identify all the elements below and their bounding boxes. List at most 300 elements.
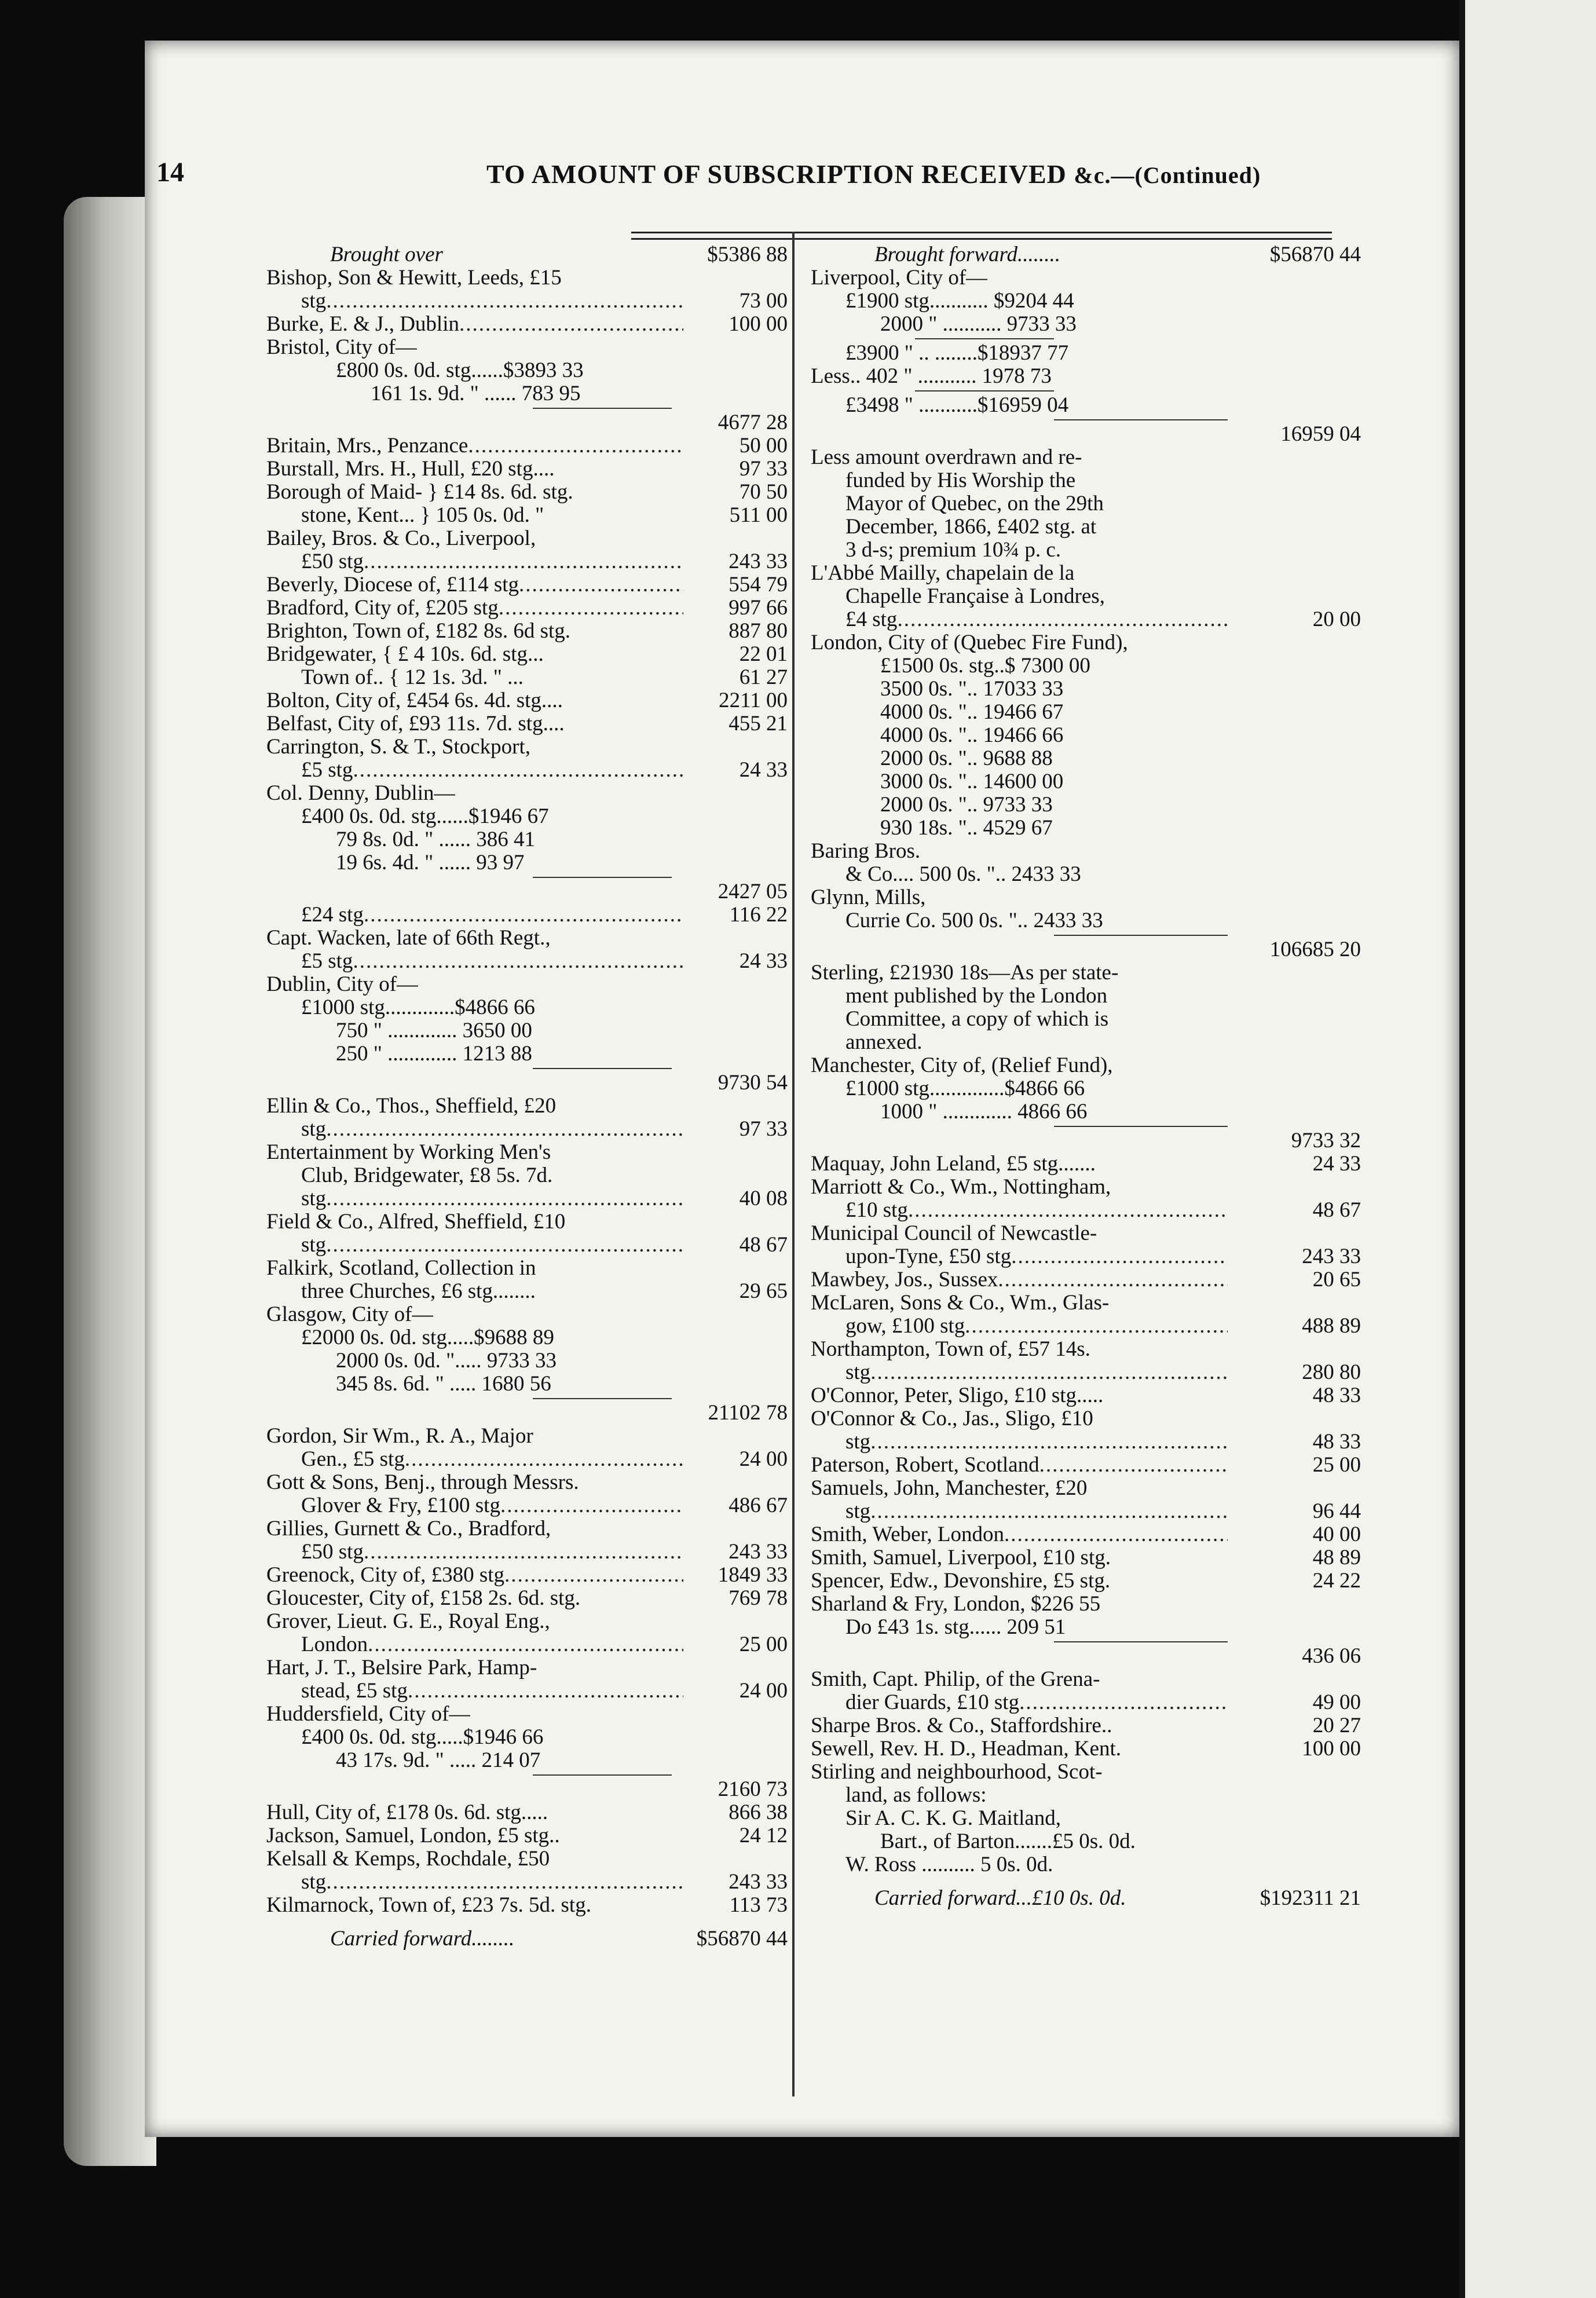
entry-description: Burstall, Mrs. H., Hull, £20 stg.... (266, 458, 555, 481)
subtotal-rule (266, 1066, 788, 1071)
ledger-entry (266, 1778, 788, 1801)
entry-description: 19 6s. 4d. " ...... 93 97 (336, 851, 525, 874)
entry-description: Ellin & Co., Thos., Sheffield, £20 (266, 1095, 557, 1118)
entry-description: Belfast, City of, £93 11s. 7d. stg.... (266, 712, 565, 735)
ledger-entry (266, 1801, 788, 1824)
ledger-entry (266, 950, 788, 973)
ledger-entry (811, 1129, 1361, 1152)
column-divider (792, 232, 795, 2096)
ledger-entry (266, 1824, 788, 1847)
entry-description: stone, Kent... } 105 0s. 0d. " (301, 504, 544, 527)
entry-description: Gott & Sons, Benj., through Messrs. (266, 1471, 579, 1494)
entry-amount: 24 00 (739, 1447, 788, 1471)
entry-description: three Churches, £6 stg........ (301, 1280, 536, 1303)
ledger-entry (266, 996, 788, 1019)
leader-dots (326, 1187, 683, 1210)
entry-description: London (301, 1633, 368, 1656)
entry-amount: 2160 73 (718, 1777, 788, 1801)
entry-description: Spencer, Edw., Devonshire, £5 stg. (811, 1569, 1111, 1593)
entry-description: Dublin, City of— (266, 973, 419, 996)
ledger-entry (266, 805, 788, 828)
ledger-entry (811, 1315, 1361, 1338)
leader-dots (468, 434, 683, 458)
entry-amount: 24 33 (739, 758, 788, 782)
entry-amount: 113 73 (729, 1893, 788, 1917)
ledger-entry (266, 1349, 788, 1373)
entry-description: 1000 " ............. 4866 66 (880, 1100, 1088, 1124)
entry-description: Burke, E. & J., Dublin (266, 313, 459, 336)
entry-description: £3498 " ...........$16959 04 (845, 394, 1069, 417)
ledger-entry (811, 1668, 1361, 1691)
leader-dots (405, 1448, 683, 1471)
ledger-entry (266, 666, 788, 689)
facing-page-edge (1459, 0, 1596, 2298)
entry-description: Jackson, Samuel, London, £5 stg.. (266, 1824, 560, 1847)
entry-description: £4 stg (845, 608, 898, 631)
ledger-entry (811, 1361, 1361, 1384)
entry-description: 345 8s. 6d. " ..... 1680 56 (336, 1373, 551, 1396)
entry-amount: 24 22 (1312, 1569, 1361, 1593)
entry-amount: 48 33 (1312, 1430, 1361, 1454)
ledger-entry (811, 631, 1361, 654)
entry-amount: 48 67 (739, 1233, 788, 1257)
ledger-entry (811, 1407, 1361, 1430)
subtotal-rule (266, 1396, 788, 1402)
entry-description: stg (845, 1361, 871, 1384)
spacer (811, 1876, 1361, 1887)
entry-amount: 887 80 (729, 619, 788, 643)
entry-description: Town of.. { 12 1s. 3d. " ... (301, 666, 524, 689)
ledger-entry (811, 1100, 1361, 1124)
running-title-suffix: &c.—(Continued) (1074, 162, 1261, 188)
entry-amount: 100 00 (1302, 1737, 1361, 1761)
leader-dots (364, 550, 683, 573)
ledger-entry (811, 446, 1361, 469)
leader-dots (1011, 1245, 1228, 1268)
ledger-entry (266, 1749, 788, 1772)
ledger-entry (811, 747, 1361, 770)
ledger-entry (266, 1164, 788, 1187)
entry-description: upon-Tyne, £50 stg (845, 1245, 1012, 1268)
ledger-entry (266, 1373, 788, 1396)
entry-description: Paterson, Robert, Scotland (811, 1454, 1039, 1477)
entry-description: Chapelle Française à Londres, (845, 585, 1105, 608)
right-column (811, 243, 1361, 1910)
page-header (156, 156, 1349, 203)
page-edge (64, 197, 156, 2166)
entry-description: L'Abbé Mailly, chapelain de la (811, 562, 1075, 585)
entry-description: Gen., £5 stg (301, 1448, 405, 1471)
ledger-entry (266, 243, 788, 266)
entry-amount: 49 00 (1312, 1690, 1361, 1714)
entry-description: 79 8s. 0d. " ...... 386 41 (336, 828, 536, 851)
entry-description: £800 0s. 0d. stg......$3893 33 (336, 359, 584, 382)
entry-description: 43 17s. 9d. " ..... 214 07 (336, 1749, 541, 1772)
entry-amount: 436 06 (1302, 1644, 1361, 1668)
ledger-entry (266, 1633, 788, 1656)
ledger-entry (266, 1187, 788, 1210)
ledger-entry (811, 562, 1361, 585)
entry-description: stg (301, 1187, 327, 1210)
entry-description: 4000 0s. ".. 19466 67 (880, 701, 1064, 724)
entry-description: Brought forward........ (874, 243, 1061, 266)
entry-description: £24 stg (301, 903, 364, 927)
ledger-entry (811, 1616, 1361, 1639)
ledger-entry (811, 1784, 1361, 1807)
entry-description: Col. Denny, Dublin— (266, 782, 456, 805)
entry-description: Less amount overdrawn and re- (811, 446, 1082, 469)
leader-dots (1039, 1454, 1228, 1477)
leader-dots (353, 759, 683, 782)
entry-amount: 116 22 (729, 903, 788, 927)
entry-description: Bailey, Bros. & Co., Liverpool, (266, 527, 536, 550)
ledger-entry (811, 1830, 1361, 1853)
ledger-entry (266, 712, 788, 735)
entry-description: 4000 0s. ".. 19466 66 (880, 724, 1064, 747)
entry-description: McLaren, Sons & Co., Wm., Glas- (811, 1291, 1110, 1315)
ledger-entry (266, 1894, 788, 1917)
ledger-entry (266, 1234, 788, 1257)
ledger-entry (811, 1430, 1361, 1454)
entry-amount: 9733 32 (1291, 1129, 1361, 1152)
entry-description: Gillies, Gurnett & Co., Bradford, (266, 1517, 551, 1540)
entry-description: Gordon, Sir Wm., R. A., Major (266, 1425, 533, 1448)
entry-description: £400 0s. 0d. stg.....$1946 66 (301, 1726, 544, 1749)
entry-amount: 48 33 (1312, 1384, 1361, 1407)
entry-amount: 243 33 (729, 1540, 788, 1564)
ledger-entry (266, 359, 788, 382)
ledger-entry (266, 828, 788, 851)
entry-description: stg (301, 1234, 327, 1257)
ledger-entry (811, 863, 1361, 886)
ledger-entry (266, 903, 788, 927)
ledger-entry (266, 1280, 788, 1303)
subtotal-rule (811, 388, 1361, 394)
entry-description: Brought over (330, 243, 443, 266)
entry-description: Smith, Weber, London (811, 1523, 1004, 1546)
ledger-entry (811, 1268, 1361, 1291)
ledger-entry (811, 290, 1361, 313)
entry-description: Stirling and neighbourhood, Scot- (811, 1761, 1103, 1784)
ledger-entry (811, 1569, 1361, 1593)
entry-description: Beverly, Diocese of, £114 stg (266, 573, 519, 597)
ledger-entry (266, 1141, 788, 1164)
entry-amount: $192311 21 (1260, 1886, 1361, 1910)
leader-dots (504, 1564, 683, 1587)
ledger-entry (266, 973, 788, 996)
ledger-entry (811, 1054, 1361, 1077)
entry-description: Gloucester, City of, £158 2s. 6d. stg. (266, 1587, 581, 1610)
entry-description: £50 stg (301, 1540, 364, 1564)
entry-description: Bridgewater, { £ 4 10s. 6d. stg... (266, 643, 544, 666)
entry-description: stg (845, 1430, 871, 1454)
entry-description: Borough of Maid- } £14 8s. 6d. stg. (266, 481, 573, 504)
ledger-entry (266, 1679, 788, 1703)
entry-description: W. Ross .......... 5 0s. 0d. (845, 1853, 1053, 1876)
subtotal-rule (266, 405, 788, 411)
leader-dots (326, 290, 683, 313)
entry-description: Marriott & Co., Wm., Nottingham, (811, 1176, 1111, 1199)
entry-description: 930 18s. ".. 4529 67 (880, 817, 1053, 840)
ledger-entry (266, 735, 788, 759)
ledger-entry (811, 1546, 1361, 1569)
leader-dots (1019, 1691, 1228, 1714)
leader-dots (1004, 1523, 1228, 1546)
ledger-entry (266, 336, 788, 359)
subtotal-rule (811, 932, 1361, 938)
entry-description: 250 " ............. 1213 88 (336, 1042, 532, 1066)
ledger-entry (266, 573, 788, 597)
ledger-entry (811, 1853, 1361, 1876)
entry-description: Bart., of Barton.......£5 0s. 0d. (880, 1830, 1136, 1853)
entry-description: Baring Bros. (811, 840, 921, 863)
ledger-entry (811, 394, 1361, 417)
leader-dots (870, 1361, 1228, 1384)
ledger-entry (811, 1338, 1361, 1361)
entry-description: Glynn, Mills, (811, 886, 926, 909)
entry-description: Entertainment by Working Men's (266, 1141, 551, 1164)
ledger-entry (266, 458, 788, 481)
ledger-entry (266, 382, 788, 405)
ledger-entry (811, 469, 1361, 492)
ledger-entry (266, 597, 788, 620)
entry-amount: 243 33 (1302, 1245, 1361, 1268)
header-rule (631, 232, 1332, 240)
entry-description: O'Connor & Co., Jas., Sligo, £10 (811, 1407, 1093, 1430)
entry-description: Liverpool, City of— (811, 266, 988, 290)
ledger-entry (266, 1517, 788, 1540)
ledger-entry (266, 759, 788, 782)
ledger-entry (811, 1737, 1361, 1761)
ledger-entry (811, 938, 1361, 961)
ledger-entry (811, 1477, 1361, 1500)
ledger-entry (811, 1454, 1361, 1477)
ledger-entry (811, 1031, 1361, 1054)
entry-description: Currie Co. 500 0s. ".. 2433 33 (845, 909, 1103, 932)
entry-description: Do £43 1s. stg...... 209 51 (845, 1616, 1066, 1639)
running-title-main: TO AMOUNT OF SUBSCRIPTION RECEIVED (486, 159, 1067, 189)
entry-description: Mawbey, Jos., Sussex (811, 1268, 998, 1291)
ledger-entry (811, 817, 1361, 840)
entry-description: £50 stg (301, 550, 364, 573)
entry-description: 2000 0s. ".. 9733 33 (880, 793, 1053, 817)
ledger-entry (266, 1210, 788, 1234)
leader-dots (500, 1494, 683, 1517)
leader-dots (326, 1871, 683, 1894)
ledger-entry (811, 1176, 1361, 1199)
entry-description: Municipal Council of Newcastle- (811, 1222, 1097, 1245)
entry-description: Carrington, S. & T., Stockport, (266, 735, 530, 759)
ledger-entry (266, 1326, 788, 1349)
ledger-entry (266, 481, 788, 504)
ledger-entry (811, 1291, 1361, 1315)
ledger-entry (811, 539, 1361, 562)
ledger-entry (266, 1927, 788, 1951)
entry-description: & Co.... 500 0s. ".. 2433 33 (845, 863, 1081, 886)
entry-amount: 486 67 (729, 1494, 788, 1517)
leader-dots (368, 1633, 683, 1656)
entry-description: £1000 stg.............$4866 66 (301, 996, 535, 1019)
ledger-entry (266, 1610, 788, 1633)
entry-amount: 73 00 (739, 289, 788, 313)
subtotal-rule (811, 336, 1361, 342)
entry-description: Northampton, Town of, £57 14s. (811, 1338, 1090, 1361)
ledger-entry (266, 1019, 788, 1042)
entry-description: Smith, Samuel, Liverpool, £10 stg. (811, 1546, 1111, 1569)
entry-description: Kelsall & Kemps, Rochdale, £50 (266, 1847, 550, 1871)
entry-amount: 22 01 (739, 642, 788, 666)
entry-amount: 70 50 (739, 480, 788, 504)
entry-description: £5 stg (301, 950, 353, 973)
ledger-entry (266, 411, 788, 434)
ledger-entry (266, 1303, 788, 1326)
leader-dots (519, 573, 683, 597)
leader-dots (998, 1268, 1228, 1291)
entry-description: stg (845, 1500, 871, 1523)
entry-description: £1900 stg........... $9204 44 (845, 290, 1074, 313)
ledger-entry (266, 1494, 788, 1517)
leader-dots (908, 1199, 1228, 1222)
ledger-entry (811, 1077, 1361, 1100)
entry-amount: 97 33 (739, 457, 788, 481)
ledger-entry (266, 1540, 788, 1564)
entry-description: Britain, Mrs., Penzance (266, 434, 468, 458)
entry-description: 2000 0s. 0d. "..... 9733 33 (336, 1349, 557, 1373)
ledger-entry (811, 678, 1361, 701)
entry-description: £2000 0s. 0d. stg.....$9688 89 (301, 1326, 554, 1349)
ledger-entry (811, 342, 1361, 365)
entry-amount: $56870 44 (1269, 243, 1361, 266)
entry-description: Glover & Fry, £100 stg (301, 1494, 500, 1517)
entry-description: Club, Bridgewater, £8 5s. 7d. (301, 1164, 553, 1187)
leader-dots (364, 903, 683, 927)
entry-amount: 20 65 (1312, 1268, 1361, 1291)
ledger-entry (266, 434, 788, 458)
ledger-entry (811, 654, 1361, 678)
page-number: 14 (156, 157, 184, 188)
entry-description: £3900 " .. ........$18937 77 (845, 342, 1069, 365)
entry-description: 3 d-s; premium 10¾ p. c. (845, 539, 1061, 562)
ledger-entry (811, 1714, 1361, 1737)
entry-amount: 16959 04 (1280, 422, 1361, 446)
ledger-entry (266, 1071, 788, 1095)
entry-amount: 9730 54 (718, 1071, 788, 1095)
ledger-entry (266, 527, 788, 550)
entry-description: £400 0s. 0d. stg......$1946 67 (301, 805, 549, 828)
entry-amount: 997 66 (729, 596, 788, 620)
entry-description: Capt. Wacken, late of 66th Regt., (266, 927, 551, 950)
ledger-entry (266, 1703, 788, 1726)
entry-description: December, 1866, £402 stg. at (845, 515, 1097, 539)
entry-description: 2000 " ........... 9733 33 (880, 313, 1077, 336)
entry-amount: 25 00 (1312, 1453, 1361, 1477)
entry-amount: $56870 44 (696, 1927, 788, 1951)
ledger-entry (266, 550, 788, 573)
ledger-entry (266, 1402, 788, 1425)
entry-amount: 280 80 (1302, 1360, 1361, 1384)
ledger-entry (811, 1523, 1361, 1546)
entry-description: 3000 0s. ".. 14600 00 (880, 770, 1064, 793)
entry-description: Kilmarnock, Town of, £23 7s. 5d. stg. (266, 1894, 591, 1917)
entry-description: Manchester, City of, (Relief Fund), (811, 1054, 1113, 1077)
ledger-entry (811, 1761, 1361, 1784)
entry-amount: 24 33 (739, 949, 788, 973)
entry-description: stead, £5 stg (301, 1679, 408, 1703)
leader-dots (897, 608, 1228, 631)
ledger-entry (811, 840, 1361, 863)
ledger-entry (811, 1199, 1361, 1222)
entry-description: Greenock, City of, £380 stg (266, 1564, 505, 1587)
entry-description: Falkirk, Scotland, Collection in (266, 1257, 536, 1280)
leader-dots (408, 1679, 683, 1703)
entry-description: Grover, Lieut. G. E., Royal Eng., (266, 1610, 550, 1633)
entry-amount: 4677 28 (718, 411, 788, 434)
entry-description: Committee, a copy of which is (845, 1008, 1109, 1031)
entry-amount: 1849 33 (718, 1563, 788, 1587)
ledger-entry (266, 880, 788, 903)
entry-amount: 29 65 (739, 1279, 788, 1303)
entry-description: Sharpe Bros. & Co., Staffordshire.. (811, 1714, 1112, 1737)
entry-description: £5 stg (301, 759, 353, 782)
entry-amount: 50 00 (739, 434, 788, 458)
entry-description: Less.. 402 " ........... 1978 73 (811, 365, 1052, 388)
leader-dots (870, 1430, 1228, 1454)
subtotal-rule (811, 417, 1361, 423)
leader-dots (870, 1500, 1228, 1523)
entry-amount: 25 00 (739, 1633, 788, 1656)
entry-description: 2000 0s. ".. 9688 88 (880, 747, 1053, 770)
ledger-entry (811, 1500, 1361, 1523)
ledger-entry (266, 689, 788, 712)
entry-amount: 106685 20 (1269, 938, 1361, 961)
ledger-entry (811, 515, 1361, 539)
ledger-entry (811, 985, 1361, 1008)
ledger-entry (811, 701, 1361, 724)
entry-description: funded by His Worship the (845, 469, 1076, 492)
ledger-entry (811, 608, 1361, 631)
entry-amount: 48 67 (1312, 1198, 1361, 1222)
subtotal-rule (266, 1772, 788, 1778)
entry-amount: 20 00 (1312, 608, 1361, 631)
entry-amount: 769 78 (729, 1586, 788, 1610)
entry-description: O'Connor, Peter, Sligo, £10 stg..... (811, 1384, 1104, 1407)
ledger-entry (811, 313, 1361, 336)
entry-description: annexed. (845, 1031, 923, 1054)
ledger-entry (811, 1222, 1361, 1245)
leader-dots (326, 1234, 683, 1257)
ledger-entry (811, 1384, 1361, 1407)
entry-amount: 455 21 (729, 712, 788, 735)
entry-description: London, City of (Quebec Fire Fund), (811, 631, 1128, 654)
ledger-entry (811, 423, 1361, 446)
entry-amount: 243 33 (729, 1870, 788, 1894)
entry-description: 3500 0s. ".. 17033 33 (880, 678, 1064, 701)
entry-amount: 866 38 (729, 1801, 788, 1824)
entry-description: Bolton, City of, £454 6s. 4d. stg.... (266, 689, 563, 712)
entry-description: Maquay, John Leland, £5 stg....... (811, 1152, 1096, 1176)
entry-description: dier Guards, £10 stg (845, 1691, 1020, 1714)
ledger-entry (266, 1425, 788, 1448)
entry-description: Mayor of Quebec, on the 29th (845, 492, 1104, 515)
ledger-entry (811, 1645, 1361, 1668)
entry-description: Carried forward........ (330, 1927, 515, 1951)
ledger-entry (811, 492, 1361, 515)
ledger-entry (811, 585, 1361, 608)
ledger-entry (811, 724, 1361, 747)
leader-dots (965, 1315, 1228, 1338)
entry-description: Huddersfield, City of— (266, 1703, 471, 1726)
ledger-entry (266, 1471, 788, 1494)
